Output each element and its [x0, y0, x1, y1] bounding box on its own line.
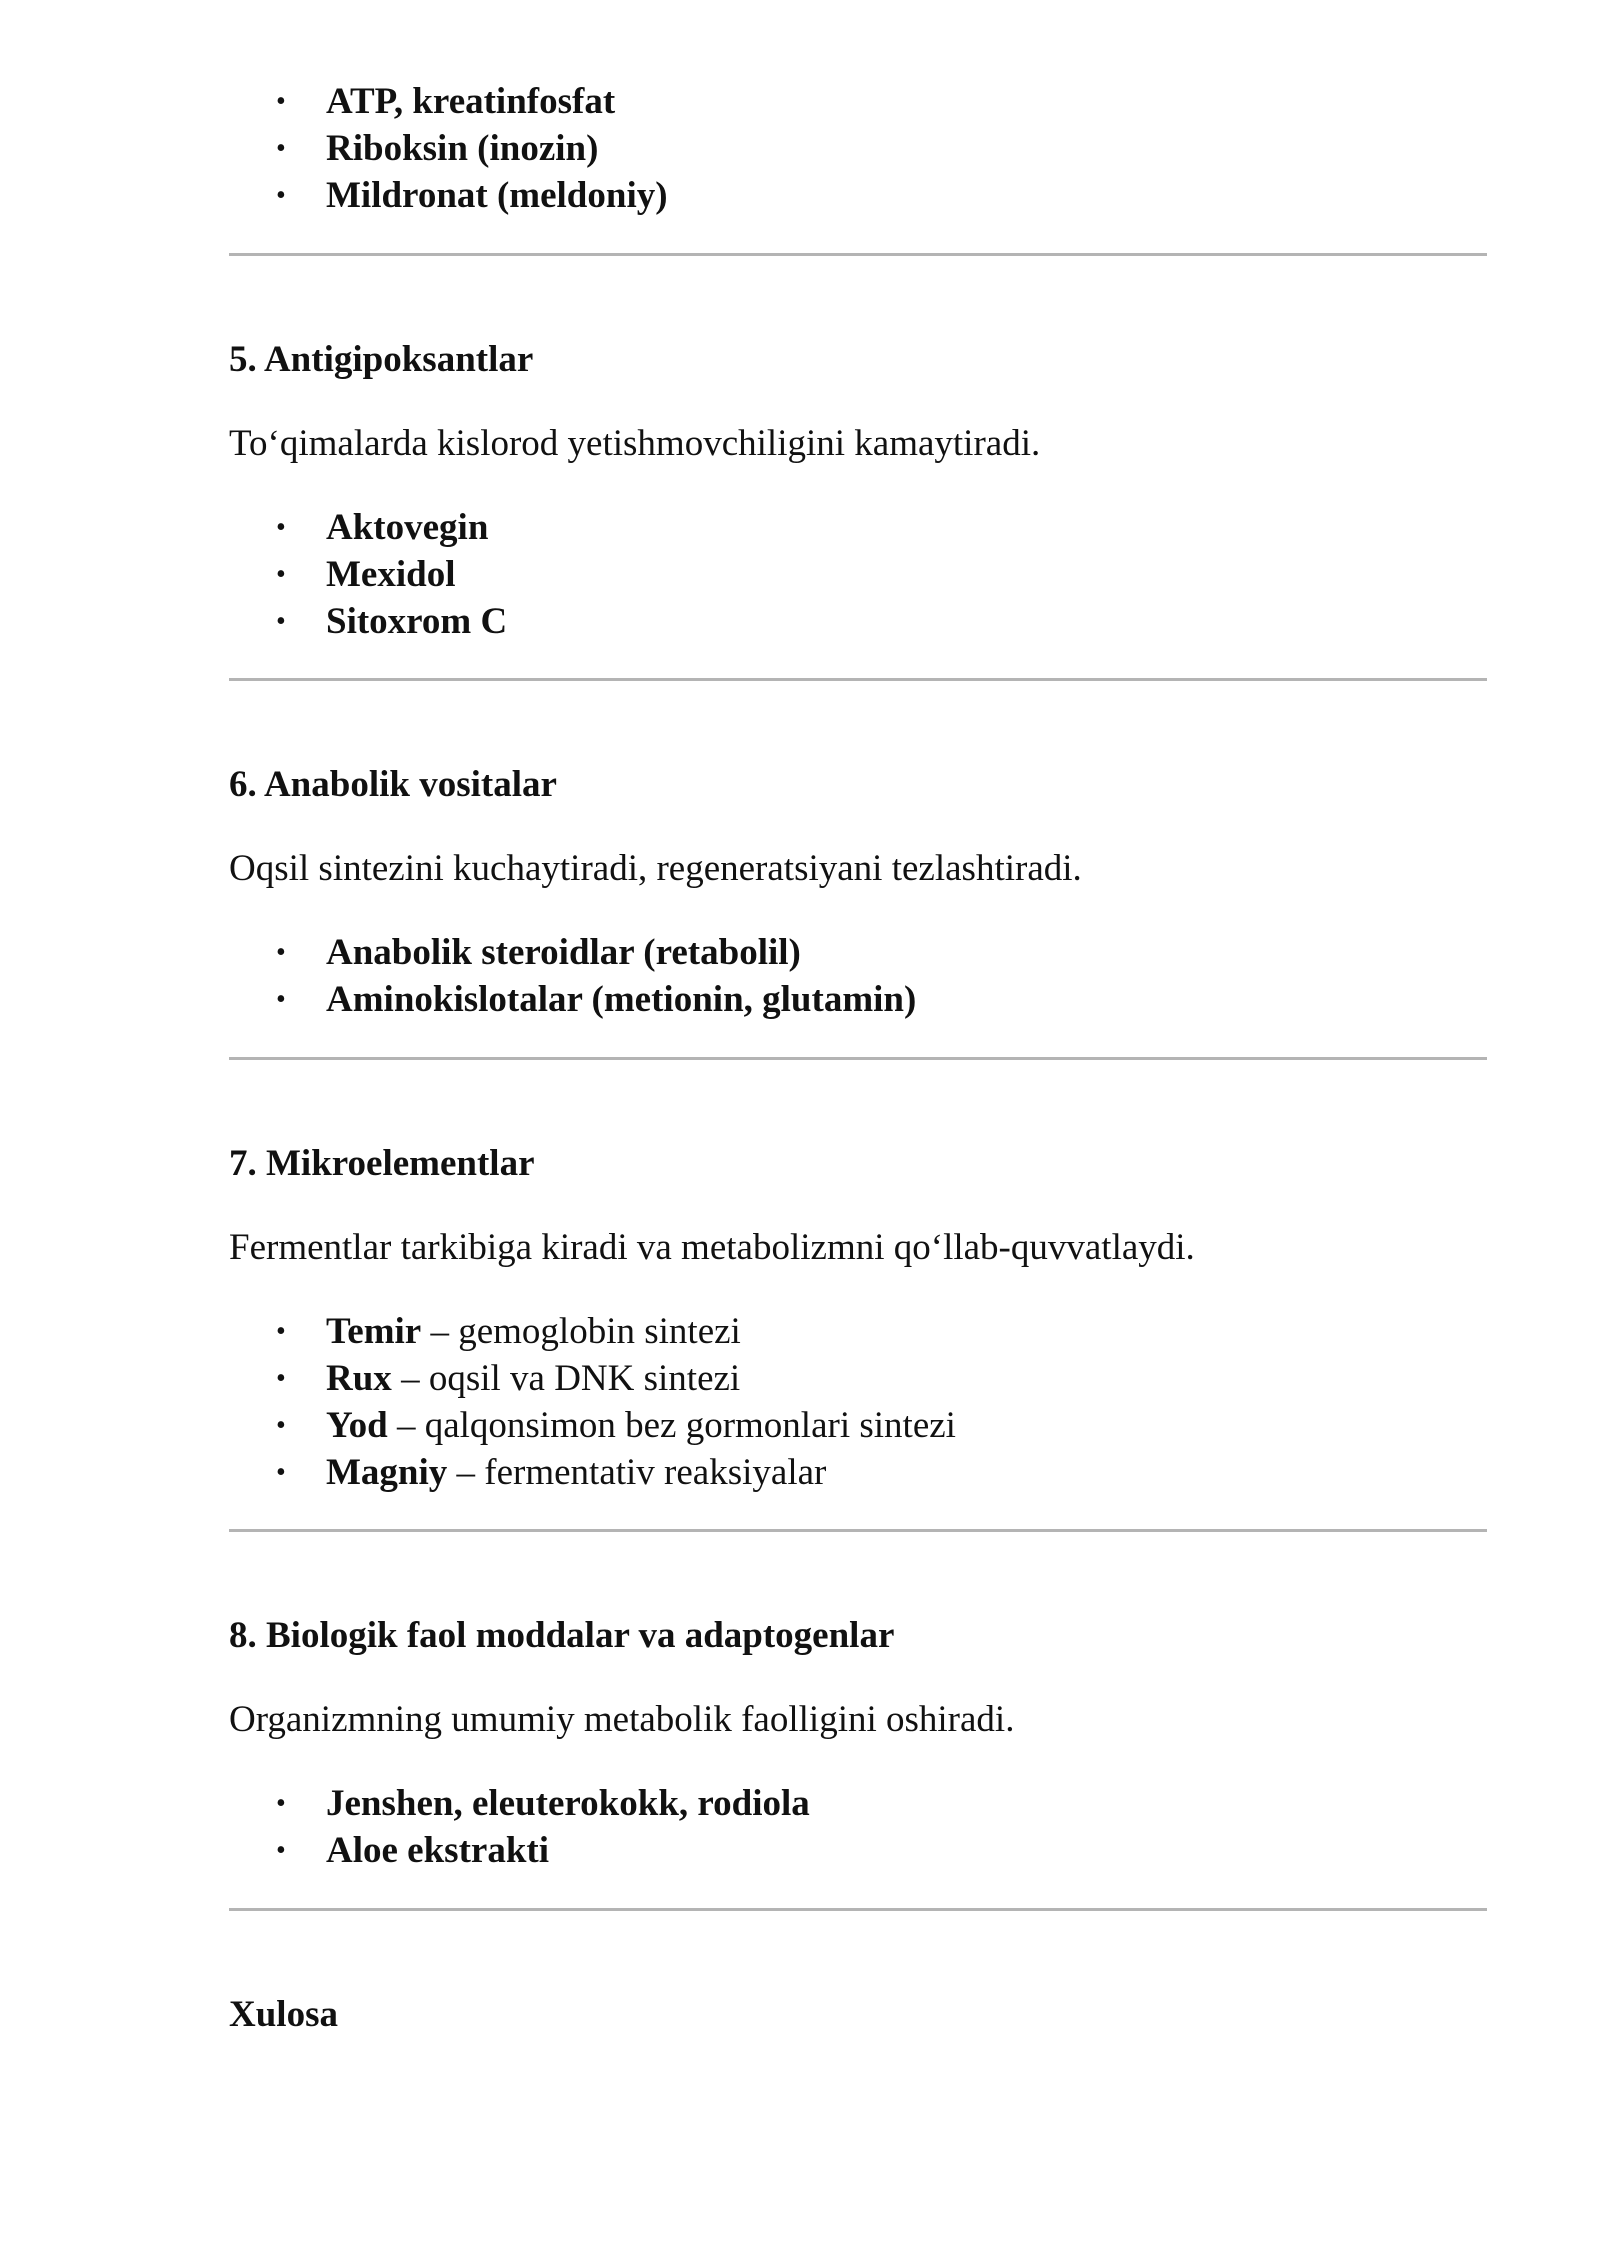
list-item-description: – fermentativ reaksiyalar — [447, 1452, 827, 1493]
list-item — [229, 1780, 1487, 1827]
bullet-icon: • — [276, 559, 286, 590]
list-item — [229, 1449, 1487, 1496]
list-item — [229, 125, 1487, 172]
list-item-term: Jenshen, eleuterokokk, rodiola — [326, 1783, 810, 1824]
bullet-icon: • — [276, 512, 286, 543]
section-list — [229, 504, 1487, 645]
section-divider — [229, 1908, 1487, 1911]
bullet-icon: • — [276, 1316, 286, 1347]
list-item-term: Aktovegin — [326, 507, 489, 548]
section-lead: Oqsil sintezini kuchaytiradi, regeneratsiyani tezlashtiradi. — [229, 848, 1082, 889]
section-lead: Fermentlar tarkibiga kiradi va metabolizmni qo‘llab-quvvatlaydi. — [229, 1227, 1195, 1268]
section-title: 6. Anabolik vositalar — [229, 764, 557, 805]
list-item-term: Mildronat (meldoniy) — [326, 175, 668, 216]
list-item-term: Anabolik steroidlar (retabolil) — [326, 932, 801, 973]
list-item-term: Yod — [326, 1405, 388, 1446]
bullet-icon: • — [276, 1788, 286, 1819]
list-item-description: – oqsil va DNK sintezi — [391, 1358, 741, 1399]
list-item — [229, 1402, 1487, 1449]
bullet-icon: • — [276, 606, 286, 637]
list-item-description: – qalqonsimon bez gormonlari sintezi — [387, 1405, 956, 1446]
list-item-term: Sitoxrom C — [326, 601, 508, 642]
list-item — [229, 1827, 1487, 1874]
section-title: 5. Antigipoksantlar — [229, 339, 534, 380]
conclusion-block — [229, 1991, 1487, 2038]
list-item-term: Rux — [326, 1358, 392, 1399]
list-item — [229, 78, 1487, 125]
list-item — [229, 976, 1487, 1023]
list-item — [229, 551, 1487, 598]
conclusion-heading: Xulosa — [229, 1994, 338, 2035]
section-divider — [229, 1529, 1487, 1532]
bullet-icon: • — [276, 1410, 286, 1441]
bullet-icon: • — [276, 1363, 286, 1394]
list-item — [229, 598, 1487, 645]
bullet-icon: • — [276, 1457, 286, 1488]
list-item-description: – gemoglobin sintezi — [421, 1311, 741, 1352]
list-item — [229, 1308, 1487, 1355]
section-lead: Organizmning umumiy metabolik faolligini oshiradi. — [229, 1699, 1015, 1740]
section-antigipoksantlar — [229, 336, 1487, 645]
section-divider — [229, 253, 1487, 256]
list-item-term: Riboksin (inozin) — [326, 128, 599, 169]
bullet-icon: • — [276, 1835, 286, 1866]
section-divider — [229, 1057, 1487, 1060]
list-item-term: Aloe ekstrakti — [326, 1830, 549, 1871]
bullet-icon: • — [276, 86, 286, 117]
section-anabolik-vositalar — [229, 761, 1487, 1023]
section-mikroelementlar — [229, 1140, 1487, 1496]
list-item-term: Magniy — [326, 1452, 448, 1493]
intro-list-block — [229, 78, 1487, 219]
intro-list — [229, 78, 1487, 219]
list-item-term: Mexidol — [326, 554, 456, 595]
bullet-icon: • — [276, 984, 286, 1015]
list-item-term: ATP, kreatinfosfat — [326, 81, 616, 122]
bullet-icon: • — [276, 180, 286, 211]
section-title: 8. Biologik faol moddalar va adaptogenlar — [229, 1615, 895, 1656]
section-list — [229, 929, 1487, 1023]
section-biologik-faol-moddalar — [229, 1612, 1487, 1874]
list-item — [229, 1355, 1487, 1402]
section-divider — [229, 678, 1487, 681]
list-item — [229, 172, 1487, 219]
section-lead: To‘qimalarda kislorod yetishmovchiligini kamaytiradi. — [229, 423, 1041, 464]
list-item — [229, 929, 1487, 976]
bullet-icon: • — [276, 133, 286, 164]
list-item-term: Aminokislotalar (metionin, glutamin) — [326, 979, 917, 1020]
list-item-term: Temir — [326, 1311, 422, 1352]
section-list — [229, 1308, 1487, 1496]
bullet-icon: • — [276, 937, 286, 968]
section-list — [229, 1780, 1487, 1874]
list-item — [229, 504, 1487, 551]
section-title: 7. Mikroelementlar — [229, 1143, 535, 1184]
